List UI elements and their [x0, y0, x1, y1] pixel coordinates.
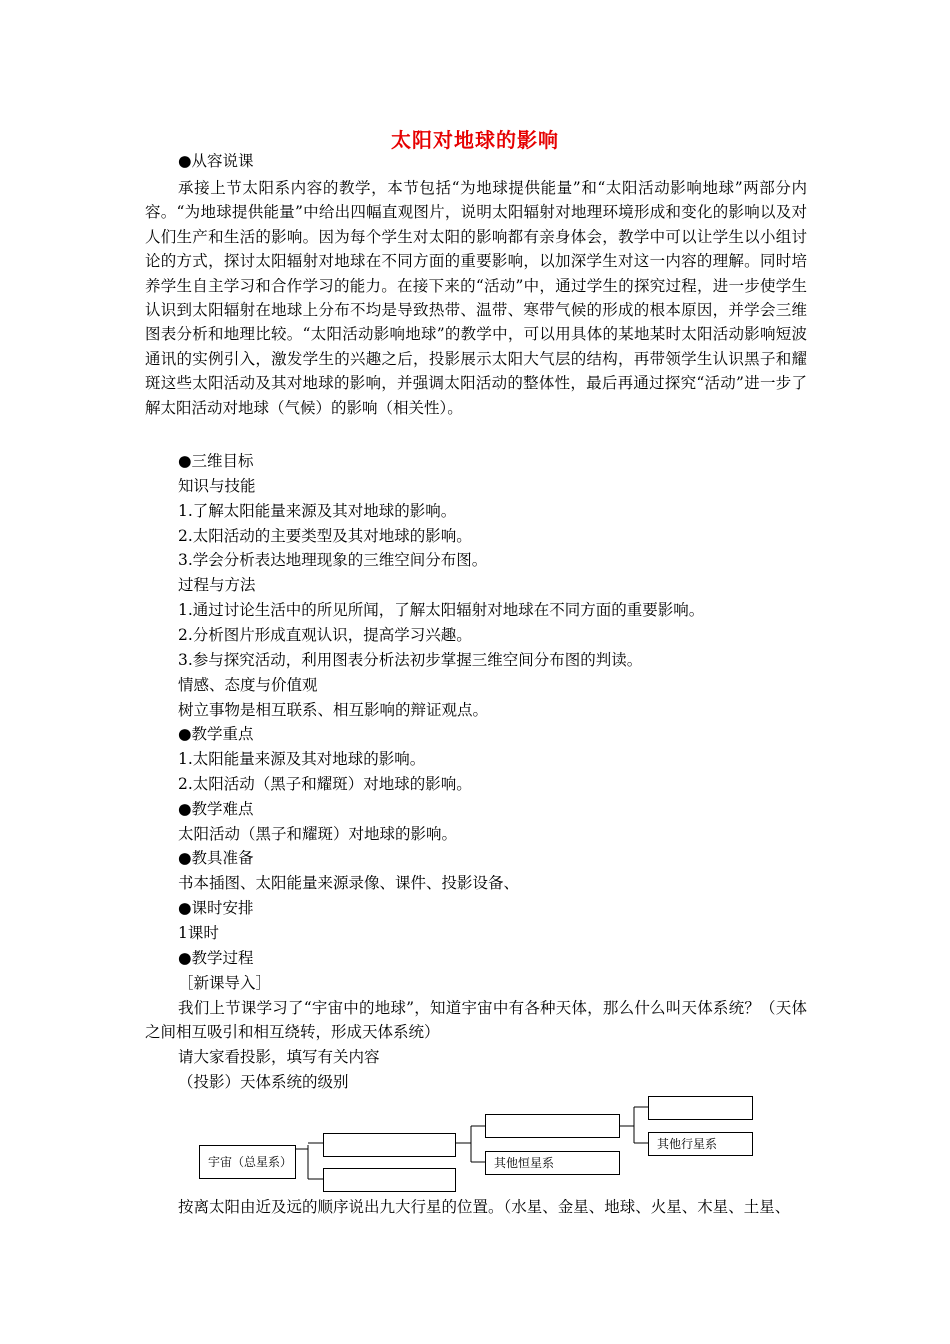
list-item: 2.太阳活动（黑子和耀斑）对地球的影响。	[178, 775, 472, 793]
paragraph-intro: 承接上节太阳系内容的教学，本节包括“为地球提供能量”和“太阳活动影响地球”两部分内容。“为地球提供能量”中给出四幅直观图片，说明太阳辐射对地理环境形成和变化的影响以及对人们生产和生活的影响。因为每个学生对太阳的影响都有亲身体会，教学中可以让学生以小组讨论的方式，探讨太阳辐射对地球在不同方面的重要影响，以加深学生对这一内容的理解。同时培养学生自主学习和合作学习的能力。在接下来的“活动”中，通过学生的探究过程，进一步使学生认识到太阳辐射在地球上分布不均是导致热带、温带、寒带气候的形成的根本原因，并学会三维图表分析和地理比较。“太阳活动影响地球”的教学中，可以用具体的某地某时太阳活动影响短波通讯的实例引入，激发学生的兴趣之后，投影展示太阳大气层的结构，再带领学生认识黑子和耀斑这些太阳活动及其对地球的影响，并强调太阳活动的整体性，最后再通过探究“活动”进一步了解太阳活动对地球（气候）的影响（相关性）。	[145, 179, 807, 417]
celestial-system-diagram	[190, 1090, 770, 1200]
section-heading: ●教学难点	[178, 800, 254, 818]
box-blank-other-galaxy	[323, 1168, 456, 1192]
list-item: 2.太阳活动的主要类型及其对地球的影响。	[178, 527, 472, 545]
section-heading: ●从容说课	[178, 152, 254, 170]
page-title: 太阳对地球的影响	[391, 128, 559, 152]
list-item: 2.分析图片形成直观认识，提高学习兴趣。	[178, 626, 472, 644]
box-blank-solar-system	[485, 1114, 620, 1138]
subheading: 知识与技能	[178, 477, 256, 495]
section-heading: ●教学重点	[178, 725, 254, 743]
section-heading: ●课时安排	[178, 899, 254, 917]
box-other-star-systems: 其他恒星系	[485, 1151, 620, 1175]
list-item: 3.参与探究活动，利用图表分析法初步掌握三维空间分布图的判读。	[178, 651, 643, 669]
list-item: 太阳活动（黑子和耀斑）对地球的影响。	[178, 825, 458, 843]
list-item: 树立事物是相互联系、相互影响的辩证观点。	[178, 701, 489, 719]
list-item: 请大家看投影，填写有关内容	[178, 1048, 380, 1066]
subheading: 过程与方法	[178, 576, 256, 594]
subheading: ［新课导入］	[178, 974, 272, 992]
section-heading: ●三维目标	[178, 452, 254, 470]
list-item: 1.太阳能量来源及其对地球的影响。	[178, 750, 426, 768]
list-item: 3.学会分析表达地理现象的三维空间分布图。	[178, 551, 488, 569]
box-other-planet-systems: 其他行星系	[648, 1132, 753, 1156]
list-item: 1.通过讨论生活中的所见所闻，了解太阳辐射对地球在不同方面的重要影响。	[178, 601, 705, 619]
list-item: 按离太阳由近及远的顺序说出九大行星的位置。（水星、金星、地球、火星、木星、土星、	[178, 1198, 791, 1216]
list-item: 书本插图、太阳能量来源录像、课件、投影设备、	[178, 874, 520, 892]
list-item: 1课时	[178, 924, 219, 942]
subheading: 情感、态度与价值观	[178, 676, 318, 694]
box-blank-galaxy	[323, 1133, 456, 1157]
list-item: 1.了解太阳能量来源及其对地球的影响。	[178, 502, 457, 520]
paragraph-question: 我们上节课学习了“宇宙中的地球”，知道宇宙中有各种天体，那么什么叫天体系统？（天体之间相互吸引和相互绕转，形成天体系统）	[145, 999, 807, 1042]
list-item: （投影）天体系统的级别	[178, 1073, 349, 1091]
section-heading: ●教学过程	[178, 949, 254, 967]
box-universe: 宇宙（总星系）	[199, 1145, 296, 1179]
section-heading: ●教具准备	[178, 849, 254, 867]
box-blank-earth-moon	[648, 1096, 753, 1120]
